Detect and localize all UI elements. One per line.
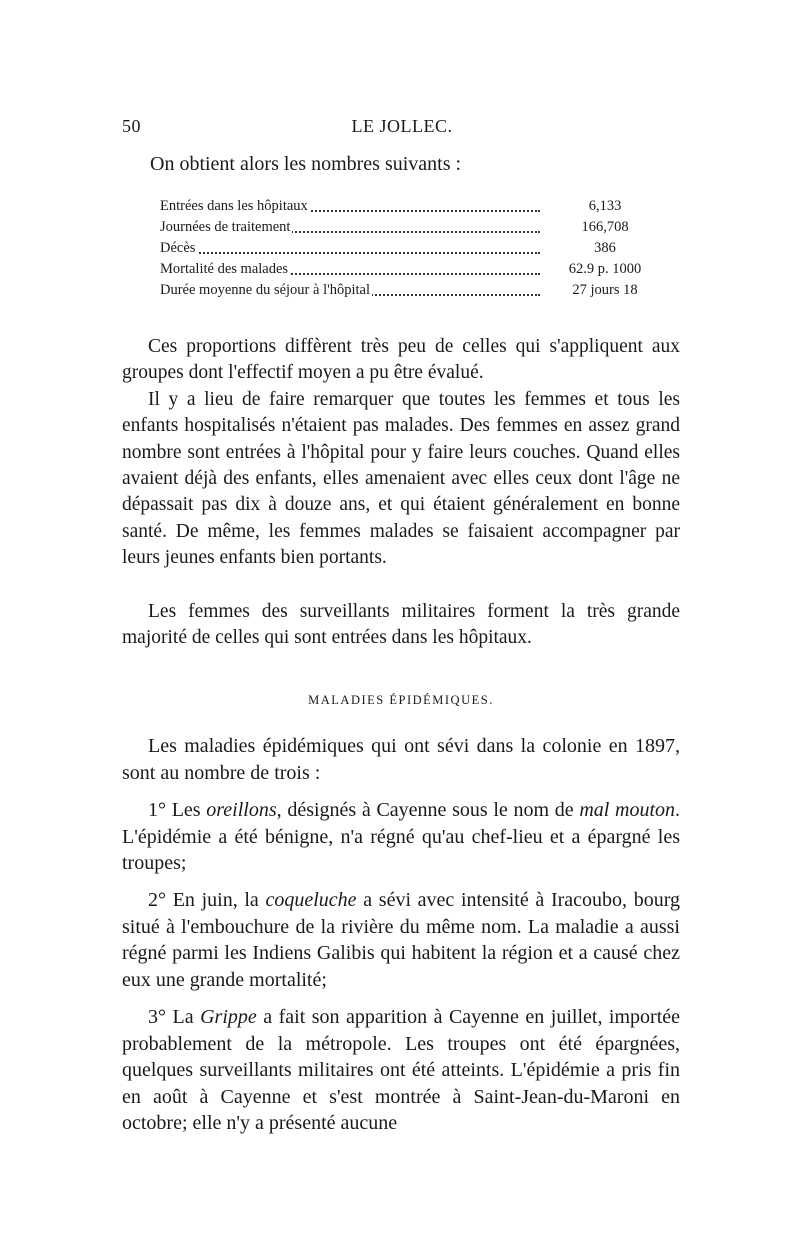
stat-label: Journées de traitement [160,219,291,235]
body-paragraphs [122,334,680,572]
disease-name: Grippe [200,1006,257,1028]
epidemic-item: 3° La Grippe a fait son apparition à Cayenne en juillet, importée probablement de la métropole. Les troupes ont été épargnées, quelques surveillants militaires ont été atteints. L'épidémie a pris fin en août à Cayenne et s'est montrée à Saint-Jean-du-Maroni en octobre; elle n'y a présenté aucune [122,1006,681,1135]
item-number: 1° [148,799,166,821]
stat-label: Décès [160,240,196,256]
stat-label: Mortalité des malades [160,261,289,277]
paragraph: Les maladies épidémiques qui ont sévi dans la colonie en 1897, sont au nombre de trois : [122,735,680,784]
running-title: LE JOLLEC. [351,116,453,136]
stat-label: Durée moyenne du séjour à l'hôpital [160,282,370,298]
local-name: mal mouton [579,799,675,821]
stat-row [160,282,670,303]
epidemic-item: 2° En juin, la coqueluche a sévi avec intensité à Iracoubo, bourg situé à l'embouchure de la rivière du même nom. La maladie a aussi régné parmi les Indiens Galibis qui habitent la région et a causé chez eux une grande mortalité; [122,889,681,991]
stats-intro: On obtient alors les nombres suivants : [150,153,462,175]
epidemic-item: 1° Les oreillons, désignés à Cayenne sous le nom de mal mouton. L'épidémie a été bénigne, n'a régné qu'au chef-lieu et a épargné les troupes; [122,799,680,875]
stat-value: 62.9 p. 1000 [568,261,642,277]
stat-value: 386 [594,240,616,256]
item-number: 3° [148,1006,166,1028]
disease-name: coqueluche [265,889,357,911]
paragraph: Ces proportions diffèrent très peu de celles qui s'appliquent aux groupes dont l'effectif moyen a pu être évalué. [122,336,680,384]
item-number: 2° [148,889,166,911]
stat-row [160,198,670,219]
stat-row [160,219,670,240]
stat-row [160,261,670,282]
page-header [122,116,682,140]
epidemics-intro [122,733,680,786]
paragraph: Il y a lieu de faire remarquer que toutes les femmes et tous les enfants hospitalisés n'étaient pas malades. Des femmes en assez grand nombre sont entrées à l'hôpital pour y faire leurs couches. Quand elles avaient déjà des enfants, elles amenaient avec elles ceux dont l'âge ne dépassait pas dix à douze ans, et qui étaient généralement en bonne santé. De même, les femmes malades se faisaient accompagner par leurs jeunes enfants bien portants. [122,388,680,569]
paragraph: Les femmes des surveillants militaires forment la très grande majorité de celles qui sont entrées dans les hôpitaux. [122,601,680,649]
leader-dots [160,252,540,254]
stat-value: 27 jours 18 [572,282,638,298]
stat-value: 166,708 [581,219,629,235]
page-number: 50 [122,116,141,136]
disease-name: oreillons [206,799,277,821]
statistics-table [160,198,670,303]
section-heading: MALADIES ÉPIDÉMIQUES. [308,693,494,707]
stat-row [160,240,670,261]
stat-label: Entrées dans les hôpitaux [160,198,308,214]
body-paragraphs [122,599,680,652]
stat-value: 6,133 [588,198,622,214]
